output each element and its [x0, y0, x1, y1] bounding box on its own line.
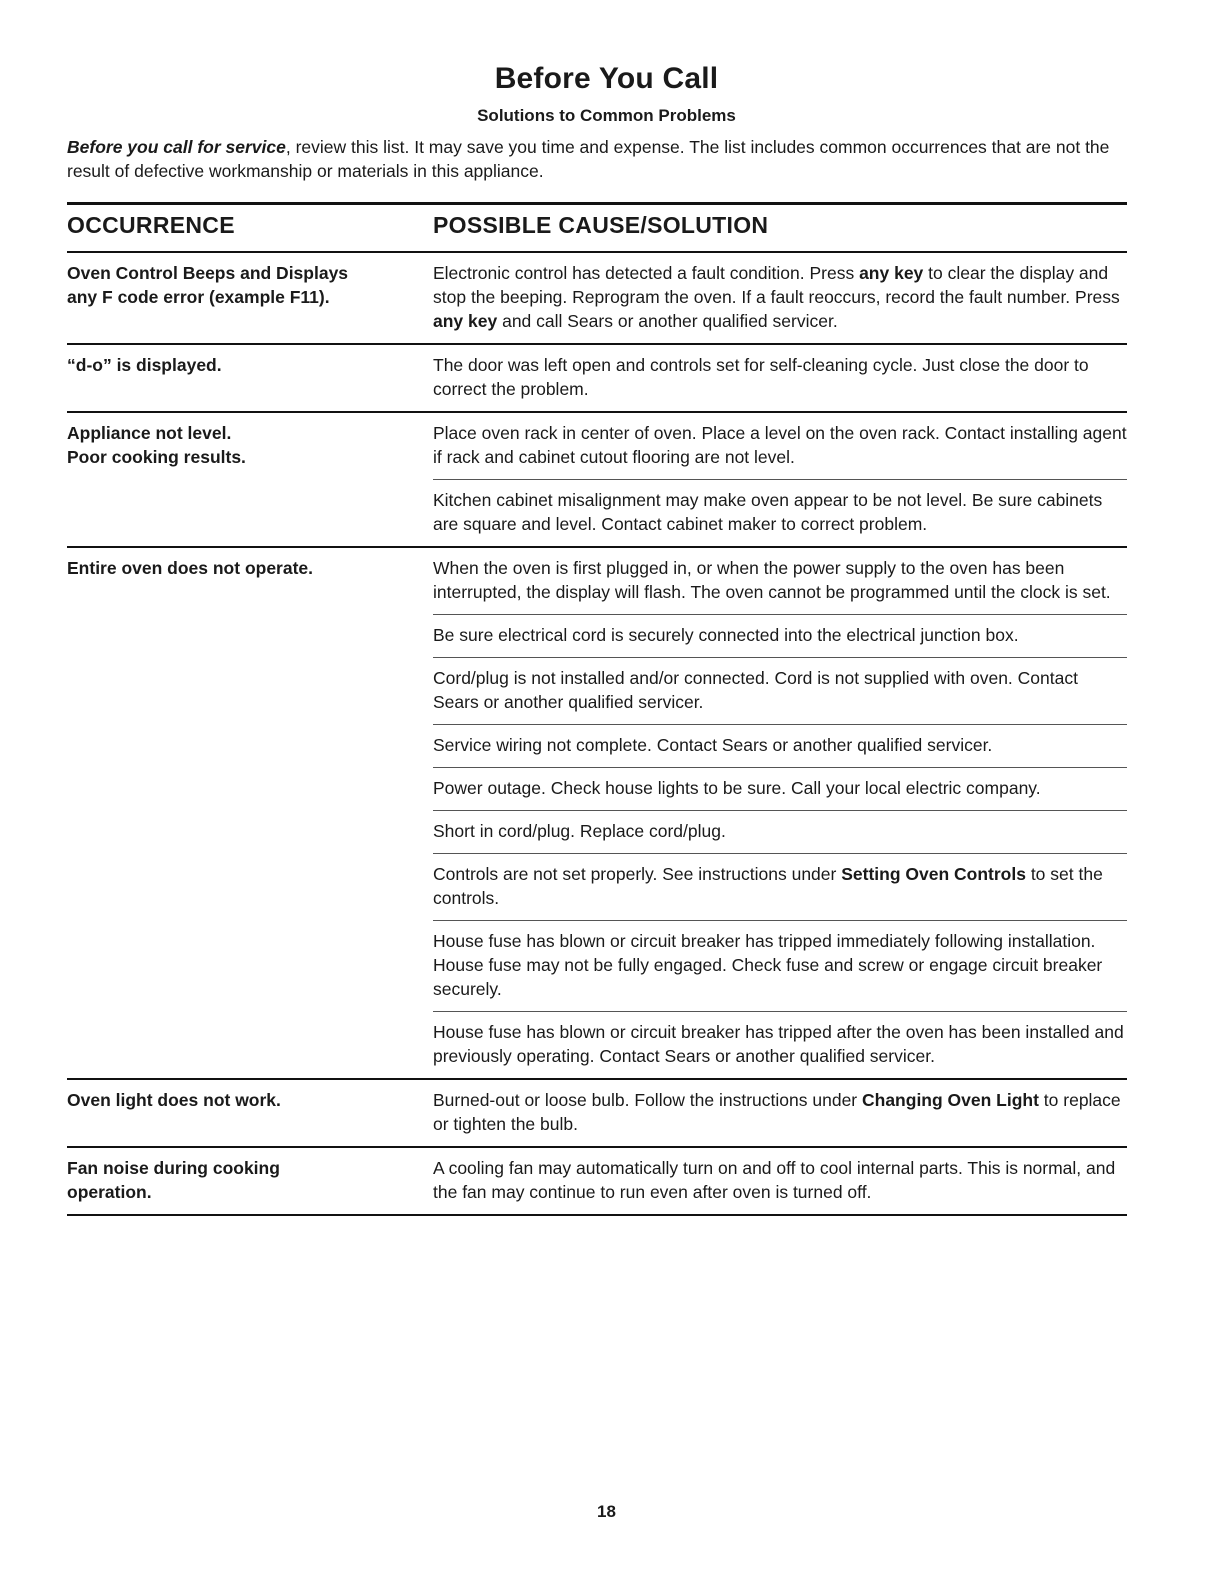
solution-text: Short in cord/plug. Replace cord/plug. — [433, 821, 726, 841]
solution-emphasis: any key — [859, 263, 924, 283]
page-subtitle: Solutions to Common Problems — [477, 106, 736, 125]
solution-item — [433, 353, 1127, 411]
occurrence-line: any F code error (example F11). — [67, 287, 330, 307]
solution-text: Kitchen cabinet misalignment may make oven appear to be not level. Be sure cabinets are square and level. Contact cabinet maker to correct problem. — [433, 490, 1103, 534]
intro-paragraph — [67, 135, 1157, 183]
occurrence-line: Oven light does not work. — [67, 1090, 281, 1110]
occurrence-cell — [67, 353, 433, 411]
occurrence-line: Appliance not level. — [67, 423, 232, 443]
solution-text: Cord/plug is not installed and/or connected. Cord is not supplied with oven. Contact Sears or another qualified servicer. — [433, 668, 1078, 712]
column-header-occurrence: OCCURRENCE — [67, 212, 235, 238]
solution-cell — [433, 353, 1127, 411]
solution-cell — [433, 1088, 1127, 1146]
solution-text: Be sure electrical cord is securely connected into the electrical junction box. — [433, 625, 1019, 645]
solution-emphasis: any key — [433, 311, 498, 331]
solution-text: to clear the display and stop the beeping. Reprogram the oven. If a fault reoccurs, record the fault number. Press — [433, 263, 1120, 307]
table-row — [67, 548, 1127, 1080]
solution-cell — [433, 261, 1127, 343]
solution-text: Service wiring not complete. Contact Sears or another qualified servicer. — [433, 735, 993, 755]
solution-item — [433, 556, 1127, 614]
solution-item — [433, 853, 1127, 920]
occurrence-cell — [67, 261, 433, 343]
column-header-solution: POSSIBLE CAUSE/SOLUTION — [433, 212, 769, 238]
solution-item — [433, 657, 1127, 724]
solution-emphasis: Changing Oven Light — [862, 1090, 1039, 1110]
solution-item — [433, 1011, 1127, 1078]
solution-item — [433, 767, 1127, 810]
table-row — [67, 345, 1127, 413]
occurrence-line: “d-o” is displayed. — [67, 355, 222, 375]
table-body — [67, 253, 1127, 1216]
solution-text: and call Sears or another qualified servicer. — [497, 311, 838, 331]
occurrence-cell — [67, 556, 433, 1078]
occurrence-line: Poor cooking results. — [67, 447, 246, 467]
solution-item — [433, 810, 1127, 853]
solution-item — [433, 920, 1127, 1011]
occurrence-cell — [67, 1088, 433, 1146]
table-row — [67, 1080, 1127, 1148]
solution-text: Controls are not set properly. See instructions under — [433, 864, 842, 884]
occurrence-line: operation. — [67, 1182, 152, 1202]
table-row — [67, 413, 1127, 548]
solution-cell — [433, 421, 1127, 546]
occurrence-cell — [67, 421, 433, 546]
intro-text: , review this list. It may save you time and expense. The list includes common occurrences that are not the result of defective workmanship or materials in this appliance. — [67, 137, 1110, 181]
solution-item — [433, 261, 1127, 343]
occurrence-line: Fan noise during cooking — [67, 1158, 280, 1178]
solution-item — [433, 421, 1127, 479]
solution-text: The door was left open and controls set for self-cleaning cycle. Just close the door to correct the problem. — [433, 355, 1089, 399]
solution-item — [433, 724, 1127, 767]
occurrence-line: Oven Control Beeps and Displays — [67, 263, 349, 283]
solution-cell — [433, 556, 1127, 1078]
solution-cell — [433, 1156, 1127, 1214]
solution-text: House fuse has blown or circuit breaker has tripped immediately following installation. House fuse may not be fully engaged. Check fuse and screw or engage circuit breaker securely. — [433, 931, 1103, 999]
solution-item — [433, 1088, 1127, 1146]
page-number: 18 — [597, 1502, 616, 1521]
table-row — [67, 1148, 1127, 1216]
troubleshooting-table — [67, 202, 1127, 1216]
solution-text: Place oven rack in center of oven. Place a level on the oven rack. Contact installing agent if rack and cabinet cutout flooring are not level. — [433, 423, 1127, 467]
solution-text: A cooling fan may automatically turn on and off to cool internal parts. This is normal, and the fan may continue to run even after oven is turned off. — [433, 1158, 1116, 1202]
table-row — [67, 253, 1127, 345]
solution-text: When the oven is first plugged in, or when the power supply to the oven has been interrupted, the display will flash. The oven cannot be programmed until the clock is set. — [433, 558, 1111, 602]
occurrence-cell — [67, 1156, 433, 1214]
solution-text: to set the controls. — [433, 864, 1103, 908]
solution-emphasis: Setting Oven Controls — [841, 864, 1026, 884]
page-title: Before You Call — [494, 62, 719, 95]
solution-item — [433, 1156, 1127, 1214]
solution-text: House fuse has blown or circuit breaker has tripped after the oven has been installed and previously operating. Contact Sears or another qualified servicer. — [433, 1022, 1124, 1066]
occurrence-line: Entire oven does not operate. — [67, 558, 314, 578]
solution-text: Burned-out or loose bulb. Follow the instructions under — [433, 1090, 862, 1110]
solution-item — [433, 479, 1127, 546]
solution-item — [433, 614, 1127, 657]
solution-text: Electronic control has detected a fault condition. Press — [433, 263, 860, 283]
table-header — [67, 202, 1127, 253]
intro-lead: Before you call for service — [67, 137, 286, 157]
solution-text: Power outage. Check house lights to be sure. Call your local electric company. — [433, 778, 1041, 798]
solution-text: to replace or tighten the bulb. — [433, 1090, 1121, 1134]
